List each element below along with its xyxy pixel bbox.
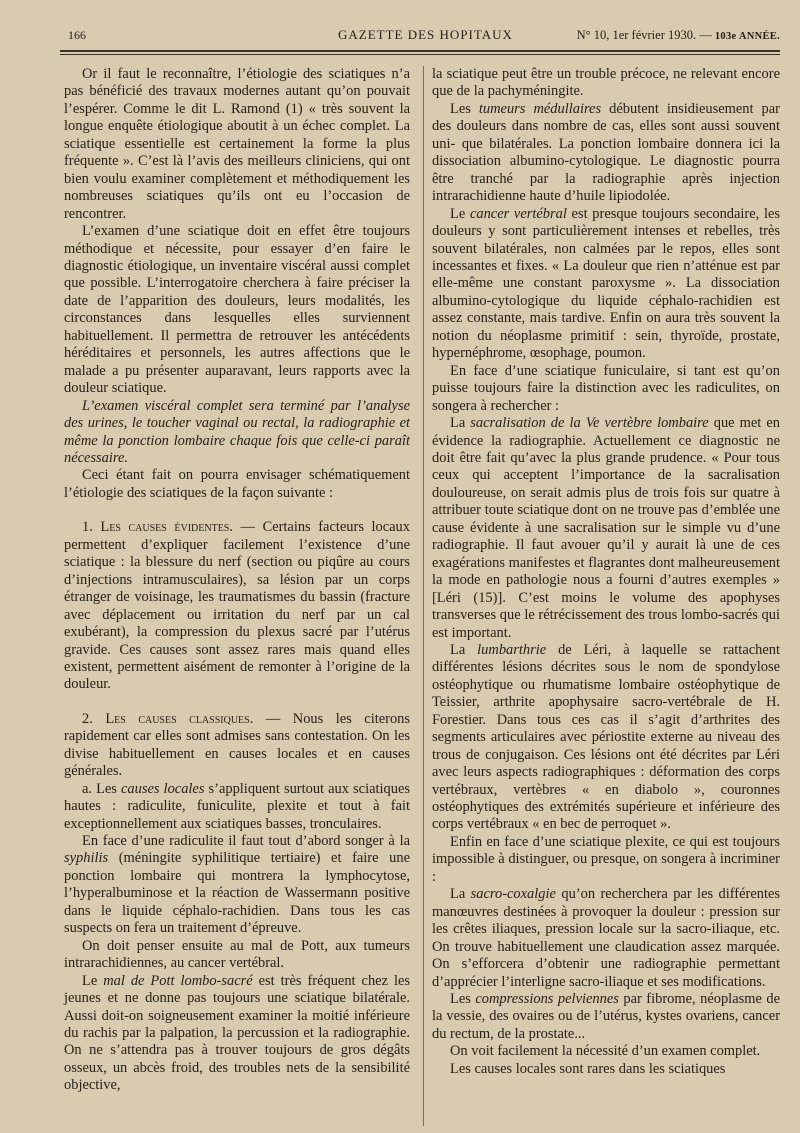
left-column [64, 66, 410, 1095]
emphasis: syphilis [64, 850, 109, 867]
page-header [60, 26, 780, 46]
emphasis: cancer vertébral [469, 205, 567, 222]
issue-year: 103e ANNÉE. [714, 31, 780, 42]
paragraph: Enfin en face d’une sciatique plexite, ce qui est toujours impossible à distinguer, ou presque, on songera à incriminer : [432, 833, 780, 885]
page-number: 166 [68, 28, 86, 42]
paragraph: On voit facilement la nécessité d’un examen complet. [450, 1043, 761, 1060]
paragraph: Le mal de Pott lombo-sacré est très fréquent chez les jeunes et ne donne pas toujours une sciatique bilatérale. Aussi doit-on soigneusement examiner la moitié inférieure du rachis par la palpation, la percussion et la radiographie. On ne s’attendra pas à trouver toujours de gros dégâts osseux, un abcès froid, des troubles nets de la sensibilité objective, [64, 972, 410, 1094]
emphasis: compressions pelviennes [475, 991, 619, 1008]
paragraph: Le cancer vertébral est presque toujours secondaire, les douleurs y sont particulièrement intenses et rebelles, très souvent bilatérales, non calmées par le repos, elles sont incessantes et fixes. « La douleur que rien n’atténue est par elle-même une constant paroxysme ». La dissociation albumino-cytologique du liquide céphalo-rachidien est assez constante, mais tardive. Enfin on aura très souvent la notion du néoplasme primitif : sein, thyroïde, prostate, hypernéphrome, œsophage, poumon. [432, 205, 780, 362]
header-rule [60, 50, 780, 52]
paragraph: Les compressions pelviennes par fibrome, néoplasme de la vessie, des ovaires ou de l’utérus, kystes ovariens, cancer du rectum, de la prostate... [432, 991, 780, 1042]
emphasis: sacro-coxalgie [470, 886, 556, 903]
paragraph: Or il faut le reconnaître, l’étiologie des sciatiques n’a pas bénéficié des travaux modernes autant qu’on pouvait l’espérer. Comme le dit L. Ramond (1) « très souvent la longue enquête étiologique aboutit à un échec complet. La sciatique essentielle est certainement la forme la plus fréquente ». C’est là l’avis des meilleurs cliniciens, qui ont bien voulu examiner complètement et méthodiquement les nombreuses sciatiques qu’ils ont eu l’occasion de rencontrer. [64, 66, 410, 222]
emphasis: tumeurs médullaires [478, 100, 602, 117]
header-rule-thin [60, 54, 780, 55]
paragraph: L’examen d’une sciatique doit en effet être toujours méthodique et nécessite, pour essayer d’en faire le diagnostic étiologique, un inventaire viscéral aussi complet que possible. L’interrogatoire cherchera à faire préciser la date de l’apparition des douleurs, leurs modalités, les circonstances dans lesquelles elles surviennent habituellement. Il permettra de retrouver les antécédents héréditaires et personnels, les autres affections que le malade a pu présenter auparavant, leurs rapports avec la douleur sciatique. [64, 223, 410, 397]
paragraph: On doit penser ensuite au mal de Pott, aux tumeurs intrarachidiennes, au cancer vertébral. [64, 937, 410, 972]
section-heading: Les causes évidentes. [100, 519, 233, 536]
section-number: 1. [82, 519, 93, 536]
paragraph: la sciatique peut être un trouble précoce, ne relevant encore que de la pachyméningite. [432, 66, 780, 100]
paragraph: La lumbarthrie de Léri, à laquelle se rattachent différentes lésions décrites sous le nom de spondylose ostéophytique ou rhumatisme lombaire ostéophytique de Teissier, arthrite apophysaire sacro-vertébrale de H. Forestier. Dans tous ces cas il s’agit d’arthrites des segments articulaires avec périostite externe au niveau des trous de conjugaison. Ces lésions ont été décrites par Léri avec leurs aspects radiographiques : déformation des corps vertébraux, vertèbres « en diabolo », couronnes ostéophytiques des extrémités supérieure et inférieure des corps vertébraux « en bec de perroquet ». [432, 641, 780, 833]
journal-title: GAZETTE DES HOPITAUX [338, 27, 513, 42]
emphasis: mal de Pott lombo-sacré [103, 972, 253, 989]
paragraph: L’examen viscéral complet sera terminé par l’analyse des urines, le toucher vaginal ou rectal, la radiographie et même la ponction lombaire chaque fois que celle-ci paraît nécessaire. [64, 397, 410, 466]
right-column [432, 66, 780, 1078]
paragraph: La sacralisation de la Ve vertèbre lombaire que met en évidence la radiographie. Actuellement ce diagnostic ne doit être fait qu’avec la plus grande prudence. « Pour tous ceux qui acceptent l’importance de la sacralisation douloureuse, on serait admis plus de trois fois sur quatre à attribuer toute sciatique dont on ne trouve pas d’emblée une cause évidente à une sacralisation sur le simple vu d’une radiographie. Il faut avouer qu’il y aurait là une de ces exagérations manifestes et flagrantes dont malheureusement la mode en pathologie nous a fourni d’autres exemples » [Léri (15)]. C’est moins le volume des apophyses transverses que le rétrécissement des trous lombo-sacrés qui est important. [432, 415, 780, 641]
paragraph: En face d’une sciatique funiculaire, si tant est qu’on puisse toujours faire la distinction avec les radiculites, on songera à rechercher : [432, 362, 780, 414]
paragraph: Ceci étant fait on pourra envisager schématiquement l’étiologie des sciatiques de la façon suivante : [64, 467, 410, 501]
section-number: 2. [82, 710, 93, 727]
paragraph: a. Les causes locales s’appliquent surtout aux sciatiques hautes : radiculite, funiculite, plexite et tout à fait exceptionnellement aux sciatiques basses, tronculaires. [64, 780, 410, 832]
paragraph: Les tumeurs médullaires débutent insidieusement par des douleurs dans nombre de cas, elles sont aussi souvent uni- que bilatérales. La ponction lombaire donnera ici la dissociation albumino-cytologique. Le diagnostic pourra être tranché par la radiographie après injection intrarachidienne haute d’huile lipiodolée. [432, 100, 780, 205]
issue-info [577, 28, 780, 43]
emphasis: causes locales [121, 780, 205, 797]
issue-date: N° 10, 1er février 1930. — [576, 28, 712, 42]
column-divider [423, 66, 424, 1126]
emphasis: sacralisation de la Ve vertèbre lombaire [470, 415, 709, 432]
section-paragraph: 1. Les causes évidentes. — Certains facteurs locaux permettent d’expliquer facilement l’existence d’une sciatique : la blessure du nerf (section ou piqûre au cours d’injections intramusculaires), sa lésion par un corps étranger de voisinage, les traumatismes du bassin (fracture avec déplacement ou irritation du nerf par un cal exubérant), la compression du plexus sacré par l’utérus gravide. Ces causes sont assez rares mais quand elles existent, permettent aisément de remonter à l’origine de la douleur. [64, 519, 410, 693]
emphasis: lumbarthrie [477, 641, 547, 658]
paragraph: La sacro-coxalgie qu’on recherchera par les différentes manœuvres destinées à provoquer la douleur : pression sur les crêtes iliaques, pression locale sur la sacro-iliaque, etc. On trouve habituellement une claudication assez marquée. On s’efforcera d’obtenir une radiographie permettant d’apprécier l’interligne sacro-iliaque et ses modifications. [432, 886, 780, 990]
paragraph: Les causes locales sont rares dans les sciatiques [450, 1060, 726, 1077]
section-paragraph: 2. Les causes classiques. — Nous les citerons rapidement car elles sont admises sans contestation. On les divise habituellement en causes locales et en causes générales. [64, 710, 410, 780]
section-heading: Les causes classiques. [105, 710, 254, 727]
paragraph: En face d’une radiculite il faut tout d’abord songer à la syphilis (méningite syphilitique tertiaire) et faire une ponction lombaire qui montrera la lymphocytose, l’hyperalbuminose et la réaction de Wassermann positive dans le liquide céphalo-rachidien. Dans tous les cas suspects on fera un traitement d’épreuve. [64, 833, 410, 937]
